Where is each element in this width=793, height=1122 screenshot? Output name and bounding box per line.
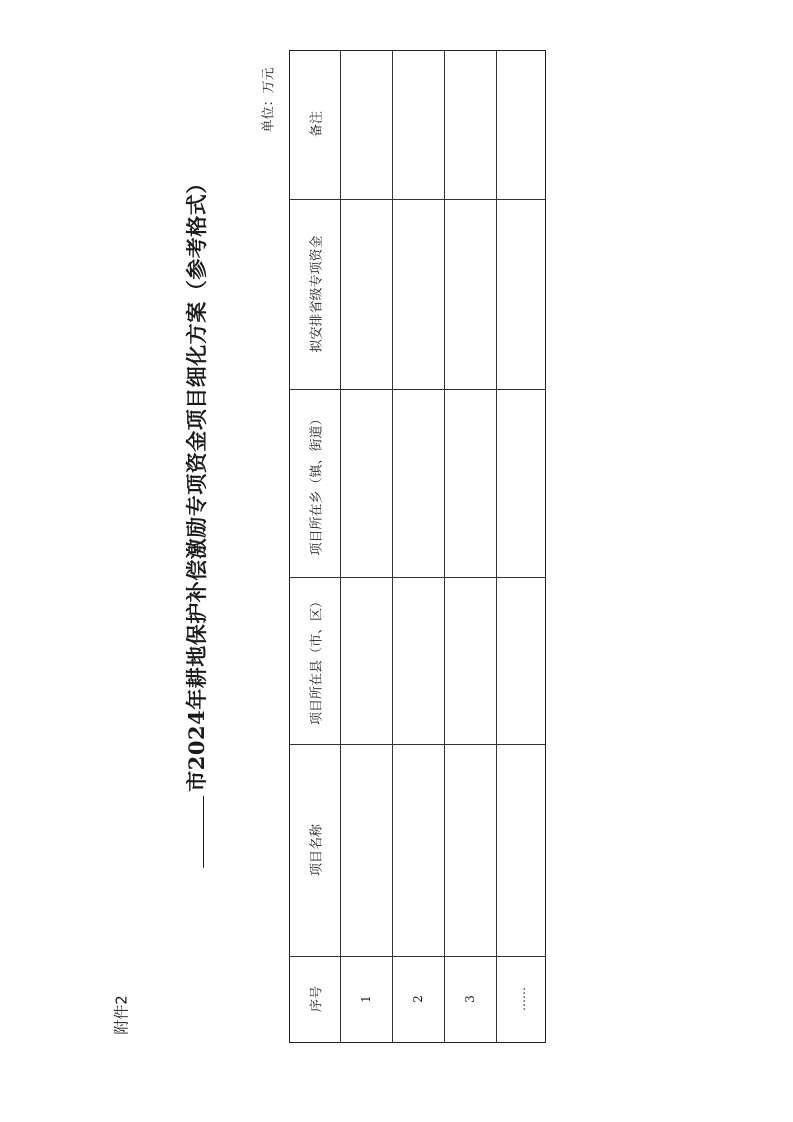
table-rule [290,199,545,200]
row-number: 3 [463,995,477,1003]
title-text: 市2024年耕地保护补偿激励专项资金项目细化方案（参考格式） [184,172,209,792]
unit-label: 单位：万元 [261,67,277,133]
attachment-label: 附件2 [112,995,131,1035]
title-blank-line [185,796,204,868]
header-township: 项目所在乡（镇、街道） [309,412,325,556]
header-serial: 序号 [309,985,325,1013]
header-provincial-funds: 拟安排省级专项资金 [309,235,325,353]
table-rule [290,956,545,957]
row-number: …… [514,987,528,1011]
table-rule [290,389,545,390]
row-number: 2 [411,995,425,1003]
table-rule [290,744,545,745]
header-county: 项目所在县（市、区） [309,594,325,726]
row-number: 1 [359,995,373,1003]
header-project-name: 项目名称 [309,823,325,877]
header-remarks: 备注 [309,110,325,138]
table-rule [290,577,545,578]
page-title [181,172,211,867]
project-table [289,50,546,1043]
